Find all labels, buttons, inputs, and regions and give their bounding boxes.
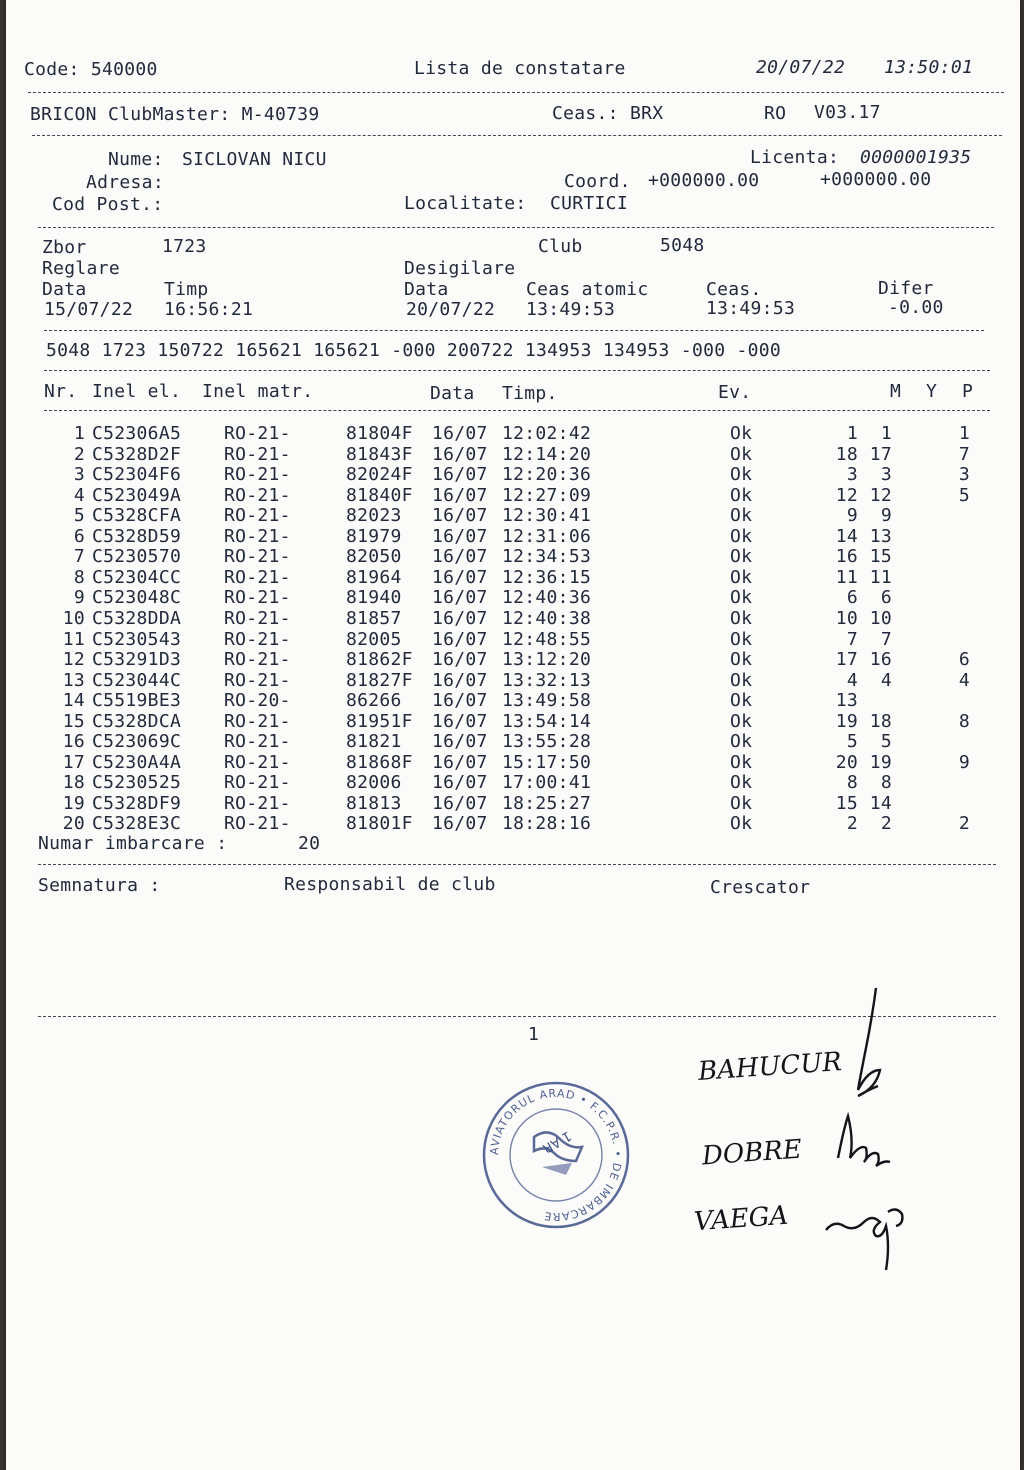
locality-label: Localitate: [404, 193, 527, 214]
table-row [6, 445, 1020, 466]
cell-inel-matr: 81840F [346, 484, 413, 506]
cell-inel-matr: 81857 [346, 607, 402, 629]
table-row [6, 732, 1020, 753]
table-row [6, 671, 1020, 692]
handwritten-name: VAEGA [693, 1200, 790, 1238]
cell-date: 16/07 [432, 525, 488, 547]
cell-nr: 16 [62, 731, 85, 753]
cell-m: 16 [835, 546, 858, 568]
cell-time: 12:40:38 [502, 607, 592, 629]
cell-nr: 6 [73, 525, 85, 547]
cell-ev: Ok [730, 443, 753, 465]
cell-prefix: RO-21- [224, 464, 291, 486]
stamp-outer-text: AVIATORUL ARAD • F.C.P.R. • DE IMBARCARE [487, 1086, 625, 1224]
cell-p: 2 [958, 813, 970, 835]
cell-time: 12:27:09 [502, 484, 592, 506]
handwritten-name: DOBRE [701, 1134, 803, 1172]
coord-lon: +000000.00 [820, 169, 932, 190]
stamp-inner-text: 1 AR [539, 1127, 574, 1156]
cell-y: 1 [880, 423, 892, 444]
cell-m: 13 [835, 690, 858, 712]
col-m: M [890, 381, 902, 402]
cell-inel-el: C5328D59 [92, 525, 182, 547]
set-time-label: Timp [164, 279, 209, 300]
cell-ev: Ok [730, 690, 753, 712]
cell-ev: Ok [730, 546, 753, 568]
cell-prefix: RO-21- [224, 792, 291, 814]
cell-inel-el: C5328DDA [92, 607, 182, 629]
col-inel-matr: Inel matr. [202, 381, 314, 402]
cell-y: 16 [869, 649, 892, 671]
code-text: Code: 540000 [24, 59, 158, 80]
set-time: 16:56:21 [164, 299, 254, 320]
cell-date: 16/07 [432, 792, 488, 814]
cell-inel-el: C5328DCA [92, 710, 182, 732]
cell-m: 17 [835, 649, 858, 671]
cell-inel-el: C5519BE3 [92, 690, 182, 712]
cell-nr: 17 [62, 751, 85, 773]
cell-inel-matr: 81964 [346, 566, 402, 588]
cell-y: 12 [869, 484, 892, 506]
cell-m: 1 [846, 423, 858, 444]
coord-label: Coord. [564, 171, 631, 192]
cell-nr: 7 [73, 546, 85, 568]
divider [38, 227, 994, 228]
cell-inel-el: C5328DF9 [92, 792, 182, 814]
cell-inel-matr: 82050 [346, 546, 402, 568]
cell-inel-el: C52306A5 [92, 423, 182, 444]
club-responsible-label: Responsabil de club [284, 874, 496, 895]
cell-prefix: RO-21- [224, 628, 291, 650]
cell-time: 12:31:06 [502, 525, 592, 547]
cell-date: 16/07 [432, 566, 488, 588]
cell-date: 16/07 [432, 751, 488, 773]
cell-prefix: RO-21- [224, 751, 291, 773]
cell-y: 13 [869, 525, 892, 547]
cell-time: 13:32:13 [502, 669, 592, 691]
cell-nr: 15 [62, 710, 85, 732]
table-row [6, 794, 1020, 815]
cell-time: 13:55:28 [502, 731, 592, 753]
col-nr: Nr. [44, 381, 78, 402]
divider [28, 92, 1004, 93]
cell-ev: Ok [730, 587, 753, 609]
cell-ev: Ok [730, 525, 753, 547]
table-row [6, 568, 1020, 589]
cell-y: 8 [880, 772, 892, 794]
cell-ev: Ok [730, 628, 753, 650]
table-row [6, 486, 1020, 507]
cell-date: 16/07 [432, 731, 488, 753]
cell-date: 16/07 [432, 546, 488, 568]
cell-m: 19 [835, 710, 858, 732]
cell-inel-matr: 81821 [346, 731, 402, 753]
cell-m: 18 [835, 443, 858, 465]
cell-time: 13:54:14 [502, 710, 592, 732]
cell-m: 14 [835, 525, 858, 547]
col-p: P [962, 381, 974, 402]
cell-nr: 9 [73, 587, 85, 609]
cell-p: 6 [958, 649, 970, 671]
flight-label: Zbor [42, 237, 87, 258]
divider [44, 330, 984, 331]
cell-inel-el: C5328CFA [92, 505, 182, 527]
cell-prefix: RO-21- [224, 443, 291, 465]
cell-ev: Ok [730, 566, 753, 588]
count-label: Numar imbarcare : [38, 833, 228, 854]
document-title: Lista de constatare [414, 58, 626, 79]
cell-prefix: RO-20- [224, 690, 291, 712]
club-number: 5048 [660, 235, 705, 256]
cell-ev: Ok [730, 669, 753, 691]
table-row [6, 691, 1020, 712]
clock-time: 13:49:53 [706, 298, 796, 319]
divider [44, 370, 990, 371]
device-model: BRICON ClubMaster: M-40739 [30, 104, 320, 125]
col-ev: Ev. [718, 382, 752, 403]
cell-y: 7 [880, 628, 892, 650]
cell-prefix: RO-21- [224, 587, 291, 609]
cell-y: 15 [869, 546, 892, 568]
divider [32, 135, 1002, 136]
cell-date: 16/07 [432, 772, 488, 794]
cell-y: 19 [869, 751, 892, 773]
page-number: 1 [528, 1024, 540, 1045]
cell-nr: 1 [73, 423, 85, 444]
table-row [6, 630, 1020, 651]
cell-inel-matr: 86266 [346, 690, 402, 712]
cell-y: 5 [880, 731, 892, 753]
cell-y: 11 [869, 566, 892, 588]
cell-p: 7 [958, 443, 970, 465]
divider [38, 864, 996, 865]
cell-prefix: RO-21- [224, 813, 291, 835]
cell-inel-matr: 81827F [346, 669, 413, 691]
cell-y: 14 [869, 792, 892, 814]
cell-inel-matr: 81843F [346, 443, 413, 465]
cell-p: 3 [958, 464, 970, 486]
cell-inel-matr: 82023 [346, 505, 402, 527]
cell-nr: 5 [73, 505, 85, 527]
flight-number: 1723 [162, 236, 207, 257]
cell-time: 17:00:41 [502, 772, 592, 794]
atomic-clock-label: Ceas atomic [526, 279, 649, 300]
cell-time: 12:20:36 [502, 464, 592, 486]
cell-prefix: RO-21- [224, 649, 291, 671]
unseal-date: 20/07/22 [406, 299, 496, 320]
cell-inel-matr: 81862F [346, 649, 413, 671]
table-row [6, 547, 1020, 568]
cell-ev: Ok [730, 731, 753, 753]
col-data: Data [430, 383, 475, 404]
cell-p: 1 [958, 423, 970, 444]
cell-m: 2 [846, 813, 858, 835]
print-time: 13:50:01 [884, 57, 974, 78]
cell-m: 4 [846, 669, 858, 691]
cell-inel-matr: 82005 [346, 628, 402, 650]
atomic-time: 13:49:53 [526, 299, 616, 320]
cell-prefix: RO-21- [224, 423, 291, 444]
breeder-label: Crescator [710, 877, 811, 898]
cell-ev: Ok [730, 423, 753, 444]
cell-ev: Ok [730, 505, 753, 527]
cell-inel-matr: 81801F [346, 813, 413, 835]
cell-prefix: RO-21- [224, 525, 291, 547]
cell-inel-el: C523044C [92, 669, 182, 691]
cell-nr: 11 [62, 628, 85, 650]
cell-inel-matr: 81951F [346, 710, 413, 732]
cell-time: 15:17:50 [502, 751, 592, 773]
cell-nr: 12 [62, 649, 85, 671]
set-date-label: Data [42, 279, 87, 300]
cell-inel-el: C5230525 [92, 772, 182, 794]
address-label: Adresa: [86, 172, 164, 193]
cell-time: 12:36:15 [502, 566, 592, 588]
cell-ev: Ok [730, 792, 753, 814]
cell-prefix: RO-21- [224, 772, 291, 794]
print-date: 20/07/22 [756, 57, 846, 78]
cell-nr: 3 [73, 464, 85, 486]
license-label: Licenta: [750, 147, 840, 168]
cell-y: 4 [880, 669, 892, 691]
table-row [6, 527, 1020, 548]
cell-m: 10 [835, 607, 858, 629]
cell-prefix: RO-21- [224, 505, 291, 527]
firmware-version: V03.17 [814, 102, 881, 123]
cell-ev: Ok [730, 464, 753, 486]
cell-inel-el: C5328E3C [92, 813, 182, 835]
cell-date: 16/07 [432, 587, 488, 609]
cell-y: 3 [880, 464, 892, 486]
cell-nr: 10 [62, 607, 85, 629]
cell-m: 12 [835, 484, 858, 506]
cell-y: 6 [880, 587, 892, 609]
signature-label: Semnatura : [38, 875, 161, 896]
cell-m: 15 [835, 792, 858, 814]
cell-nr: 4 [73, 484, 85, 506]
cell-date: 16/07 [432, 484, 488, 506]
cell-inel-el: C5230A4A [92, 751, 182, 773]
cell-ev: Ok [730, 649, 753, 671]
owner-name: SICLOVAN NICU [182, 149, 327, 170]
table-row [6, 650, 1020, 671]
cell-time: 12:30:41 [502, 505, 592, 527]
cell-date: 16/07 [432, 464, 488, 486]
divider [44, 410, 990, 411]
table-row [6, 712, 1020, 733]
clock-id: Ceas.: BRX [552, 103, 664, 124]
country-code: RO [764, 103, 787, 124]
col-timp: Timp. [502, 383, 558, 404]
table-row [6, 609, 1020, 630]
cell-p: 4 [958, 669, 970, 691]
cell-y: 17 [869, 443, 892, 465]
cell-date: 16/07 [432, 607, 488, 629]
cell-y: 10 [869, 607, 892, 629]
cell-time: 13:12:20 [502, 649, 592, 671]
cell-nr: 18 [62, 772, 85, 794]
unseal-date-label: Data [404, 279, 449, 300]
cell-inel-el: C523048C [92, 587, 182, 609]
cell-nr: 20 [62, 813, 85, 835]
table-row [6, 753, 1020, 774]
cell-date: 16/07 [432, 505, 488, 527]
table-row [6, 424, 1020, 445]
cell-y: 18 [869, 710, 892, 732]
club-stamp [476, 1075, 636, 1235]
cell-y: 2 [880, 813, 892, 835]
cell-ev: Ok [730, 813, 753, 835]
cell-time: 12:48:55 [502, 628, 592, 650]
cell-time: 12:14:20 [502, 443, 592, 465]
table-row [6, 506, 1020, 527]
cell-m: 9 [846, 505, 858, 527]
cell-time: 18:25:27 [502, 792, 592, 814]
cell-date: 16/07 [432, 423, 488, 444]
receipt-page [6, 0, 1020, 1470]
cell-prefix: RO-21- [224, 546, 291, 568]
cell-nr: 8 [73, 566, 85, 588]
cell-m: 7 [846, 628, 858, 650]
cell-date: 16/07 [432, 710, 488, 732]
cell-time: 12:02:42 [502, 423, 592, 444]
cell-prefix: RO-21- [224, 710, 291, 732]
clock-label: Ceas. [706, 279, 762, 300]
cell-p: 5 [958, 484, 970, 506]
set-date: 15/07/22 [44, 299, 134, 320]
cell-nr: 13 [62, 669, 85, 691]
cell-date: 16/07 [432, 813, 488, 835]
postcode-label: Cod Post.: [52, 194, 164, 215]
col-y: Y [926, 381, 938, 402]
cell-date: 16/07 [432, 443, 488, 465]
cell-inel-matr: 81940 [346, 587, 402, 609]
cell-m: 6 [846, 587, 858, 609]
cell-inel-matr: 81804F [346, 423, 413, 444]
cell-y: 9 [880, 505, 892, 527]
cell-ev: Ok [730, 751, 753, 773]
name-label: Nume: [108, 149, 164, 170]
handwritten-name: BAHUCUR [697, 1047, 843, 1087]
cell-m: 5 [846, 731, 858, 753]
cell-inel-el: C52304F6 [92, 464, 182, 486]
cell-nr: 14 [62, 690, 85, 712]
cell-inel-matr: 81868F [346, 751, 413, 773]
cell-inel-matr: 82006 [346, 772, 402, 794]
cell-ev: Ok [730, 710, 753, 732]
cell-p: 9 [958, 751, 970, 773]
cell-date: 16/07 [432, 669, 488, 691]
table-row [6, 814, 1020, 835]
cell-inel-el: C53291D3 [92, 649, 182, 671]
locality-value: CURTICI [550, 193, 628, 214]
cell-inel-el: C52304CC [92, 566, 182, 588]
cell-m: 3 [846, 464, 858, 486]
setting-label: Reglare [42, 258, 120, 279]
cell-date: 16/07 [432, 628, 488, 650]
cell-date: 16/07 [432, 690, 488, 712]
cell-time: 18:28:16 [502, 813, 592, 835]
count-value: 20 [298, 833, 321, 854]
cell-time: 13:49:58 [502, 690, 592, 712]
cell-p: 8 [958, 710, 970, 732]
table-row [6, 773, 1020, 794]
cell-ev: Ok [730, 484, 753, 506]
coord-lat: +000000.00 [648, 170, 760, 191]
table-row [6, 465, 1020, 486]
cell-m: 11 [835, 566, 858, 588]
cell-inel-matr: 81813 [346, 792, 402, 814]
cell-inel-el: C5328D2F [92, 443, 182, 465]
cell-nr: 2 [73, 443, 85, 465]
unseal-label: Desigilare [404, 258, 516, 279]
cell-inel-el: C5230570 [92, 546, 182, 568]
handwritten-signature [816, 980, 936, 1280]
cell-ev: Ok [730, 607, 753, 629]
flight-code-line: 5048 1723 150722 165621 165621 -000 200722 134953 134953 -000 -000 [46, 340, 782, 361]
cell-inel-el: C523049A [92, 484, 182, 506]
cell-m: 8 [846, 772, 858, 794]
license-number: 0000001935 [860, 147, 972, 168]
cell-inel-el: C523069C [92, 731, 182, 753]
table-row [6, 588, 1020, 609]
cell-prefix: RO-21- [224, 669, 291, 691]
time-difference: -0.00 [888, 297, 944, 318]
difference-label: Difer [878, 278, 934, 299]
cell-prefix: RO-21- [224, 731, 291, 753]
cell-prefix: RO-21- [224, 484, 291, 506]
cell-inel-el: C5230543 [92, 628, 182, 650]
cell-time: 12:34:53 [502, 546, 592, 568]
cell-prefix: RO-21- [224, 566, 291, 588]
cell-ev: Ok [730, 772, 753, 794]
col-inel-el: Inel el. [92, 381, 182, 402]
cell-m: 20 [835, 751, 858, 773]
cell-inel-matr: 82024F [346, 464, 413, 486]
cell-nr: 19 [62, 792, 85, 814]
cell-prefix: RO-21- [224, 607, 291, 629]
club-label: Club [538, 236, 583, 257]
cell-inel-matr: 81979 [346, 525, 402, 547]
cell-time: 12:40:36 [502, 587, 592, 609]
cell-date: 16/07 [432, 649, 488, 671]
